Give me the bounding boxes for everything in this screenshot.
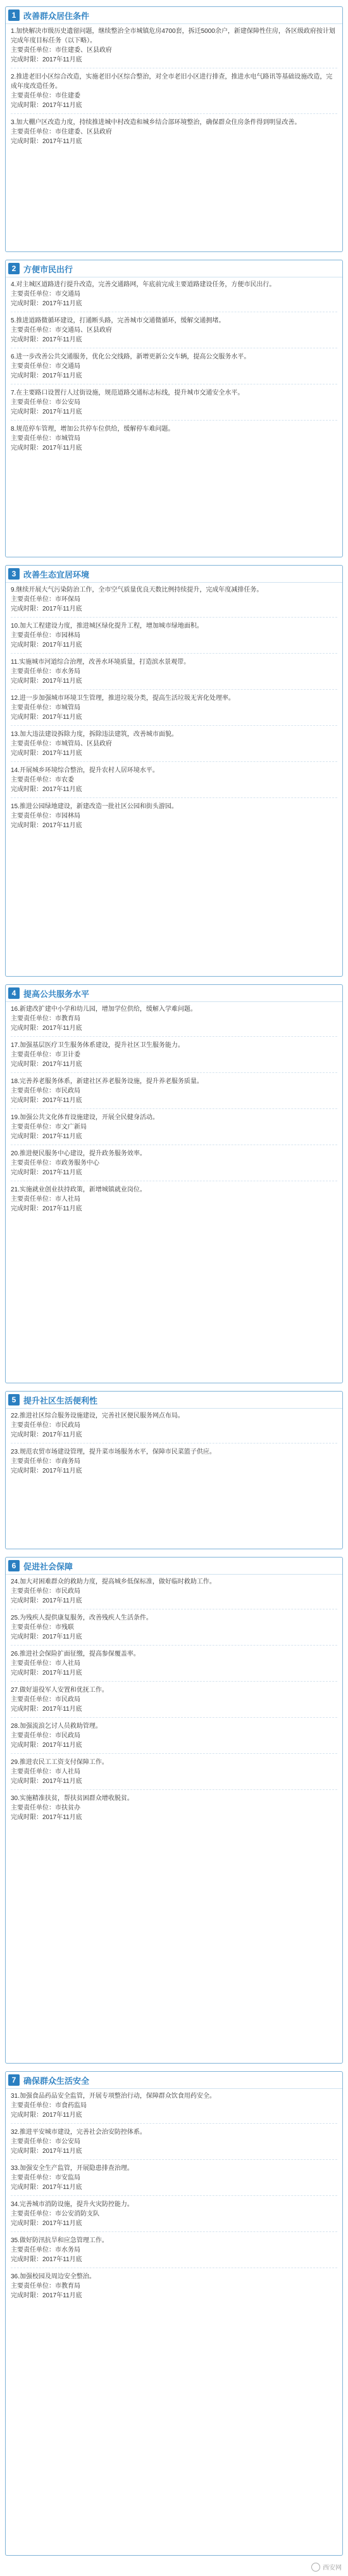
item-time: 完成时限：2017年11月底 [11,2184,82,2191]
section-public-service [5,984,343,1383]
list-item [6,1110,342,1143]
item-text: 19.加强公共文化体育设施建设，开展全民健身活动。 [11,1114,159,1121]
list-item [6,1575,342,1608]
item-text: 14.开展城乡环境综合整治，提升农村人居环境水平。 [11,767,159,774]
section-number: 2 [8,263,20,274]
item-owner: 主要责任单位：市民政局 [11,1588,80,1595]
item-text: 5.推进道路微循环建设，打通断头路，完善城市交通微循环，缓解交通拥堵。 [11,317,225,324]
item-owner: 主要责任单位：市城管局 [11,435,80,442]
divider [11,797,337,798]
item-text: 36.加强校园及周边安全整治。 [11,2273,96,2280]
section-social-security [5,1557,343,2064]
section-environment [5,565,343,977]
item-time: 完成时限：2017年11月底 [11,1706,82,1713]
item-time: 完成时限：2017年11月底 [11,678,82,685]
logo-icon [311,2563,320,2572]
section-header [6,2072,342,2089]
item-time: 完成时限：2017年11月底 [11,1431,82,1438]
item-time: 完成时限：2017年11月底 [11,2292,82,2299]
item-time: 完成时限：2017年11月底 [11,1133,82,1140]
item-time: 完成时限：2017年11月底 [11,336,82,343]
item-time: 完成时限：2017年11月底 [11,445,82,452]
list-item [6,350,342,383]
item-owner: 主要责任单位：市人社局 [11,1768,80,1775]
list-item [6,1038,342,1071]
item-owner: 主要责任单位：市安监局 [11,2174,80,2181]
section-safety [5,2071,343,2556]
item-time: 完成时限：2017年11月底 [11,1597,82,1604]
item-text: 8.规范停车管理，增加公共停车位供给，缓解停车难问题。 [11,426,175,433]
divider [11,761,337,762]
item-time: 完成时限：2017年11月底 [11,1814,82,1821]
item-time: 完成时限：2017年11月底 [11,409,82,416]
item-time: 完成时限：2017年11月底 [11,102,82,109]
item-text: 27.做好退役军人安置和优抚工作。 [11,1687,108,1694]
list-item [6,1755,342,1788]
item-time: 完成时限：2017年11月底 [11,138,82,145]
item-time: 完成时限：2017年11月底 [11,1205,82,1212]
divider [11,725,337,726]
item-time: 完成时限：2017年11月底 [11,2112,82,2119]
section-title: 方便市民出行 [23,264,73,274]
section-title: 确保群众生活安全 [23,2076,90,2086]
item-owner: 主要责任单位：市交通局 [11,363,80,370]
item-owner: 主要责任单位：市民政局 [11,1422,80,1429]
list-item [6,1683,342,1716]
divider [11,2159,337,2160]
item-owner: 主要责任单位：市农委 [11,777,74,784]
section-community [5,1391,343,1549]
item-time: 完成时限：2017年11月底 [11,786,82,793]
section-title: 促进社会保障 [23,1561,73,1571]
section-title: 改善生态宜居环境 [23,569,90,580]
list-item [6,1146,342,1179]
section-number: 6 [8,1560,20,1571]
item-text: 35.做好防汛抗旱和应急管理工作。 [11,2237,108,2244]
divider [11,2123,337,2124]
item-time: 完成时限：2017年11月底 [11,1097,82,1104]
item-owner: 主要责任单位：市城管局 [11,704,80,711]
section-title: 改善群众居住条件 [23,11,90,21]
item-owner: 主要责任单位：市卫计委 [11,1051,80,1058]
item-text: 32.推进平安城市建设，完善社会治安防控体系。 [11,2129,146,2136]
item-owner: 主要责任单位：市公安消防支队 [11,2211,99,2218]
item-time: 完成时限：2017年11月底 [11,56,82,63]
item-text: 34.完善城市消防设施，提升火灾防控能力。 [11,2201,134,2208]
list-item [6,619,342,652]
section-title: 提高公共服务水平 [23,989,90,999]
list-item [6,763,342,796]
item-text: 18.完善养老服务体系，新建社区养老服务设施，提升养老服务质量。 [11,1078,203,1085]
item-time: 完成时限：2017年11月底 [11,1634,82,1640]
divider [11,1681,337,1682]
item-owner: 主要责任单位：市人社局 [11,1660,80,1667]
item-owner: 主要责任单位：市住建委、区县政府 [11,129,112,136]
item-owner: 主要责任单位：市扶贫办 [11,1805,80,1811]
item-owner: 主要责任单位：市人社局 [11,1196,80,1203]
list-item [6,386,342,419]
list-item [6,1183,342,1215]
item-owner: 主要责任单位：市城管局、区县政府 [11,740,112,747]
item-text: 33.加强安全生产监管，开展隐患排查治理。 [11,2165,134,2172]
list-item [6,691,342,724]
item-time: 完成时限：2017年11月底 [11,1061,82,1068]
item-text: 26.推进社会保险扩面征缴，提高参保覆盖率。 [11,1651,140,1658]
item-text: 30.实施精准扶贫，帮扶贫困群众增收脱贫。 [11,1795,134,1802]
item-owner: 主要责任单位：市公安局 [11,399,80,406]
item-owner: 主要责任单位：市园林局 [11,813,80,820]
item-owner: 主要责任单位：市水务局 [11,2247,80,2254]
item-text: 1.加快解决市级历史遗留问题，继续整治全市城镇危房4700套，拆迁5000余户，新建保障性住房，各区级政府按计划完成年度目标任务（以下略）。 [11,28,335,44]
item-time: 完成时限：2017年11月底 [11,822,82,829]
item-text: 13.加大违法建设拆除力度，拆除违法建筑，改善城市面貌。 [11,731,178,738]
list-item [6,2233,342,2266]
item-text: 11.实施城市河道综合治理，改善水环境质量，打造滨水景观带。 [11,659,190,666]
item-time: 完成时限：2017年11月底 [11,1670,82,1677]
divider [11,113,337,114]
item-time: 完成时限：2017年11月底 [11,642,82,649]
item-text: 12.进一步加强城市环境卫生管理，推进垃圾分类，提高生活垃圾无害化处理率。 [11,695,235,702]
item-owner: 主要责任单位：市住建委、区县政府 [11,47,112,54]
list-item [6,727,342,760]
footer-watermark [311,2562,342,2572]
item-owner: 主要责任单位：市教育局 [11,2283,80,2290]
item-owner: 主要责任单位：市教育局 [11,1015,80,1022]
item-owner: 主要责任单位：市民政局 [11,1732,80,1739]
section-header [6,1392,342,1409]
list-item [6,1445,342,1478]
item-text: 24.加大对困难群众的救助力度，提高城乡低保标准，做好临时救助工作。 [11,1578,216,1585]
section-header [6,1558,342,1575]
section-number: 1 [8,10,20,21]
section-number: 5 [8,1394,20,1405]
item-time: 完成时限：2017年11月底 [11,1778,82,1785]
list-item [6,655,342,688]
item-time: 完成时限：2017年11月底 [11,750,82,757]
item-text: 23.规范农贸市场建设管理，提升菜市场服务水平，保障市民菜篮子供应。 [11,1449,216,1456]
list-item [6,583,342,616]
item-text: 20.推进便民服务中心建设，提升政务服务效率。 [11,1150,146,1157]
item-text: 10.加大工程建设力度，推进城区绿化提升工程，增加城市绿地面积。 [11,623,203,630]
divider [11,1036,337,1037]
list-item [6,1719,342,1752]
divider [11,1108,337,1109]
divider [11,689,337,690]
item-text: 25.为残疾人提供康复服务，改善残疾人生活条件。 [11,1615,152,1621]
item-time: 完成时限：2017年11月底 [11,1468,82,1475]
section-header [6,260,342,277]
item-text: 31.加强食品药品安全监管，开展专项整治行动，保障群众饮食用药安全。 [11,2093,216,2100]
list-item [6,70,342,112]
item-owner: 主要责任单位：市民政局 [11,1696,80,1703]
divider [11,1717,337,1718]
section-living [5,6,343,252]
item-text: 7.在主要路口设置行人过街设施，规范道路交通标志标线，提升城市交通安全水平。 [11,390,244,397]
divider [11,1072,337,1073]
section-header [6,7,342,24]
list-item [6,2161,342,2194]
item-owner: 主要责任单位：市残联 [11,1624,74,1631]
list-item [6,1409,342,1442]
item-time: 完成时限：2017年11月底 [11,606,82,612]
list-item [6,422,342,455]
item-time: 完成时限：2017年11月底 [11,300,82,307]
divider [11,1753,337,1754]
section-header [6,566,342,583]
item-owner: 主要责任单位：市民政局 [11,1088,80,1094]
item-text: 3.加大棚户区改造力度，持续推进城中村改造和城乡结合部环境整治，确保群众住房条件得到明显改善。 [11,119,301,126]
list-item [6,1074,342,1107]
list-item [6,2197,342,2230]
divider [11,617,337,618]
item-text: 4.对主城区道路进行提升改造，完善交通路网，年底前完成主要道路建设任务，方便市民出行。 [11,281,276,288]
item-time: 完成时限：2017年11月底 [11,372,82,379]
divider [11,2231,337,2232]
list-item [6,1002,342,1035]
section-number: 4 [8,987,20,999]
item-text: 22.推进社区综合服务设施建设，完善社区便民服务网点布局。 [11,1412,184,1419]
item-text: 2.推进老旧小区综合改造，实施老旧小区综合整治，对全市老旧小区进行排查，推进水电气路讯等基础设施改造，完成年度改造任务。 [11,73,333,90]
divider [11,420,337,421]
item-owner: 主要责任单位：市交通局 [11,291,80,298]
item-time: 完成时限：2017年11月底 [11,1025,82,1032]
footer-label: 西安网 [323,2565,342,2572]
list-item [6,2269,342,2302]
item-text: 21.实施就业创业扶持政策，新增城镇就业岗位。 [11,1186,146,1193]
section-transport [5,260,343,557]
item-text: 15.推进公园绿地建设，新建改造一批社区公园和街头游园。 [11,803,178,810]
list-item [6,24,342,67]
item-text: 17.加强基层医疗卫生服务体系建设，提升社区卫生服务能力。 [11,1042,184,1049]
divider [11,2195,337,2196]
list-item [6,277,342,310]
item-owner: 主要责任单位：市园林局 [11,632,80,639]
item-owner: 主要责任单位：市文广新局 [11,1124,87,1131]
item-owner: 主要责任单位：市水务局 [11,668,80,675]
item-time: 完成时限：2017年11月底 [11,2148,82,2155]
item-owner: 主要责任单位：市环保局 [11,596,80,603]
item-owner: 主要责任单位：市交通局、区县政府 [11,327,112,334]
item-owner: 主要责任单位：市政务服务中心 [11,1160,99,1167]
divider [11,653,337,654]
item-text: 6.进一步改善公共交通服务，优化公交线路，新增更新公交车辆，提高公交服务水平。 [11,353,251,360]
item-owner: 主要责任单位：市商务局 [11,1458,80,1465]
section-header [6,985,342,1002]
divider [11,1645,337,1646]
section-title: 提升社区生活便利性 [23,1395,98,1405]
item-owner: 主要责任单位：市食药监局 [11,2102,87,2109]
item-text: 29.推进农民工工资支付保障工作。 [11,1759,108,1766]
item-text: 16.新建改扩建中小学和幼儿园，增加学位供给，缓解入学难问题。 [11,1006,197,1013]
list-item [6,2089,342,2122]
list-item [6,1791,342,1824]
item-time: 完成时限：2017年11月底 [11,1742,82,1749]
list-item [6,1647,342,1680]
item-owner: 主要责任单位：市住建委 [11,92,80,99]
list-item [6,2125,342,2158]
section-number: 7 [8,2074,20,2086]
item-text: 28.加强流浪乞讨人员救助管理。 [11,1723,102,1730]
item-owner: 主要责任单位：市公安局 [11,2138,80,2145]
item-time: 完成时限：2017年11月底 [11,714,82,721]
item-time: 完成时限：2017年11月底 [11,2220,82,2227]
divider [11,1789,337,1790]
list-item [6,314,342,346]
list-item [6,799,342,832]
list-item [6,1611,342,1644]
list-item [6,115,342,148]
item-time: 完成时限：2017年11月底 [11,1169,82,1176]
section-number: 3 [8,568,20,580]
item-text: 9.继续开展大气污染防治工作，全市空气质量优良天数比例持续提升，完成年度减排任务。 [11,587,263,593]
item-time: 完成时限：2017年11月底 [11,2256,82,2263]
